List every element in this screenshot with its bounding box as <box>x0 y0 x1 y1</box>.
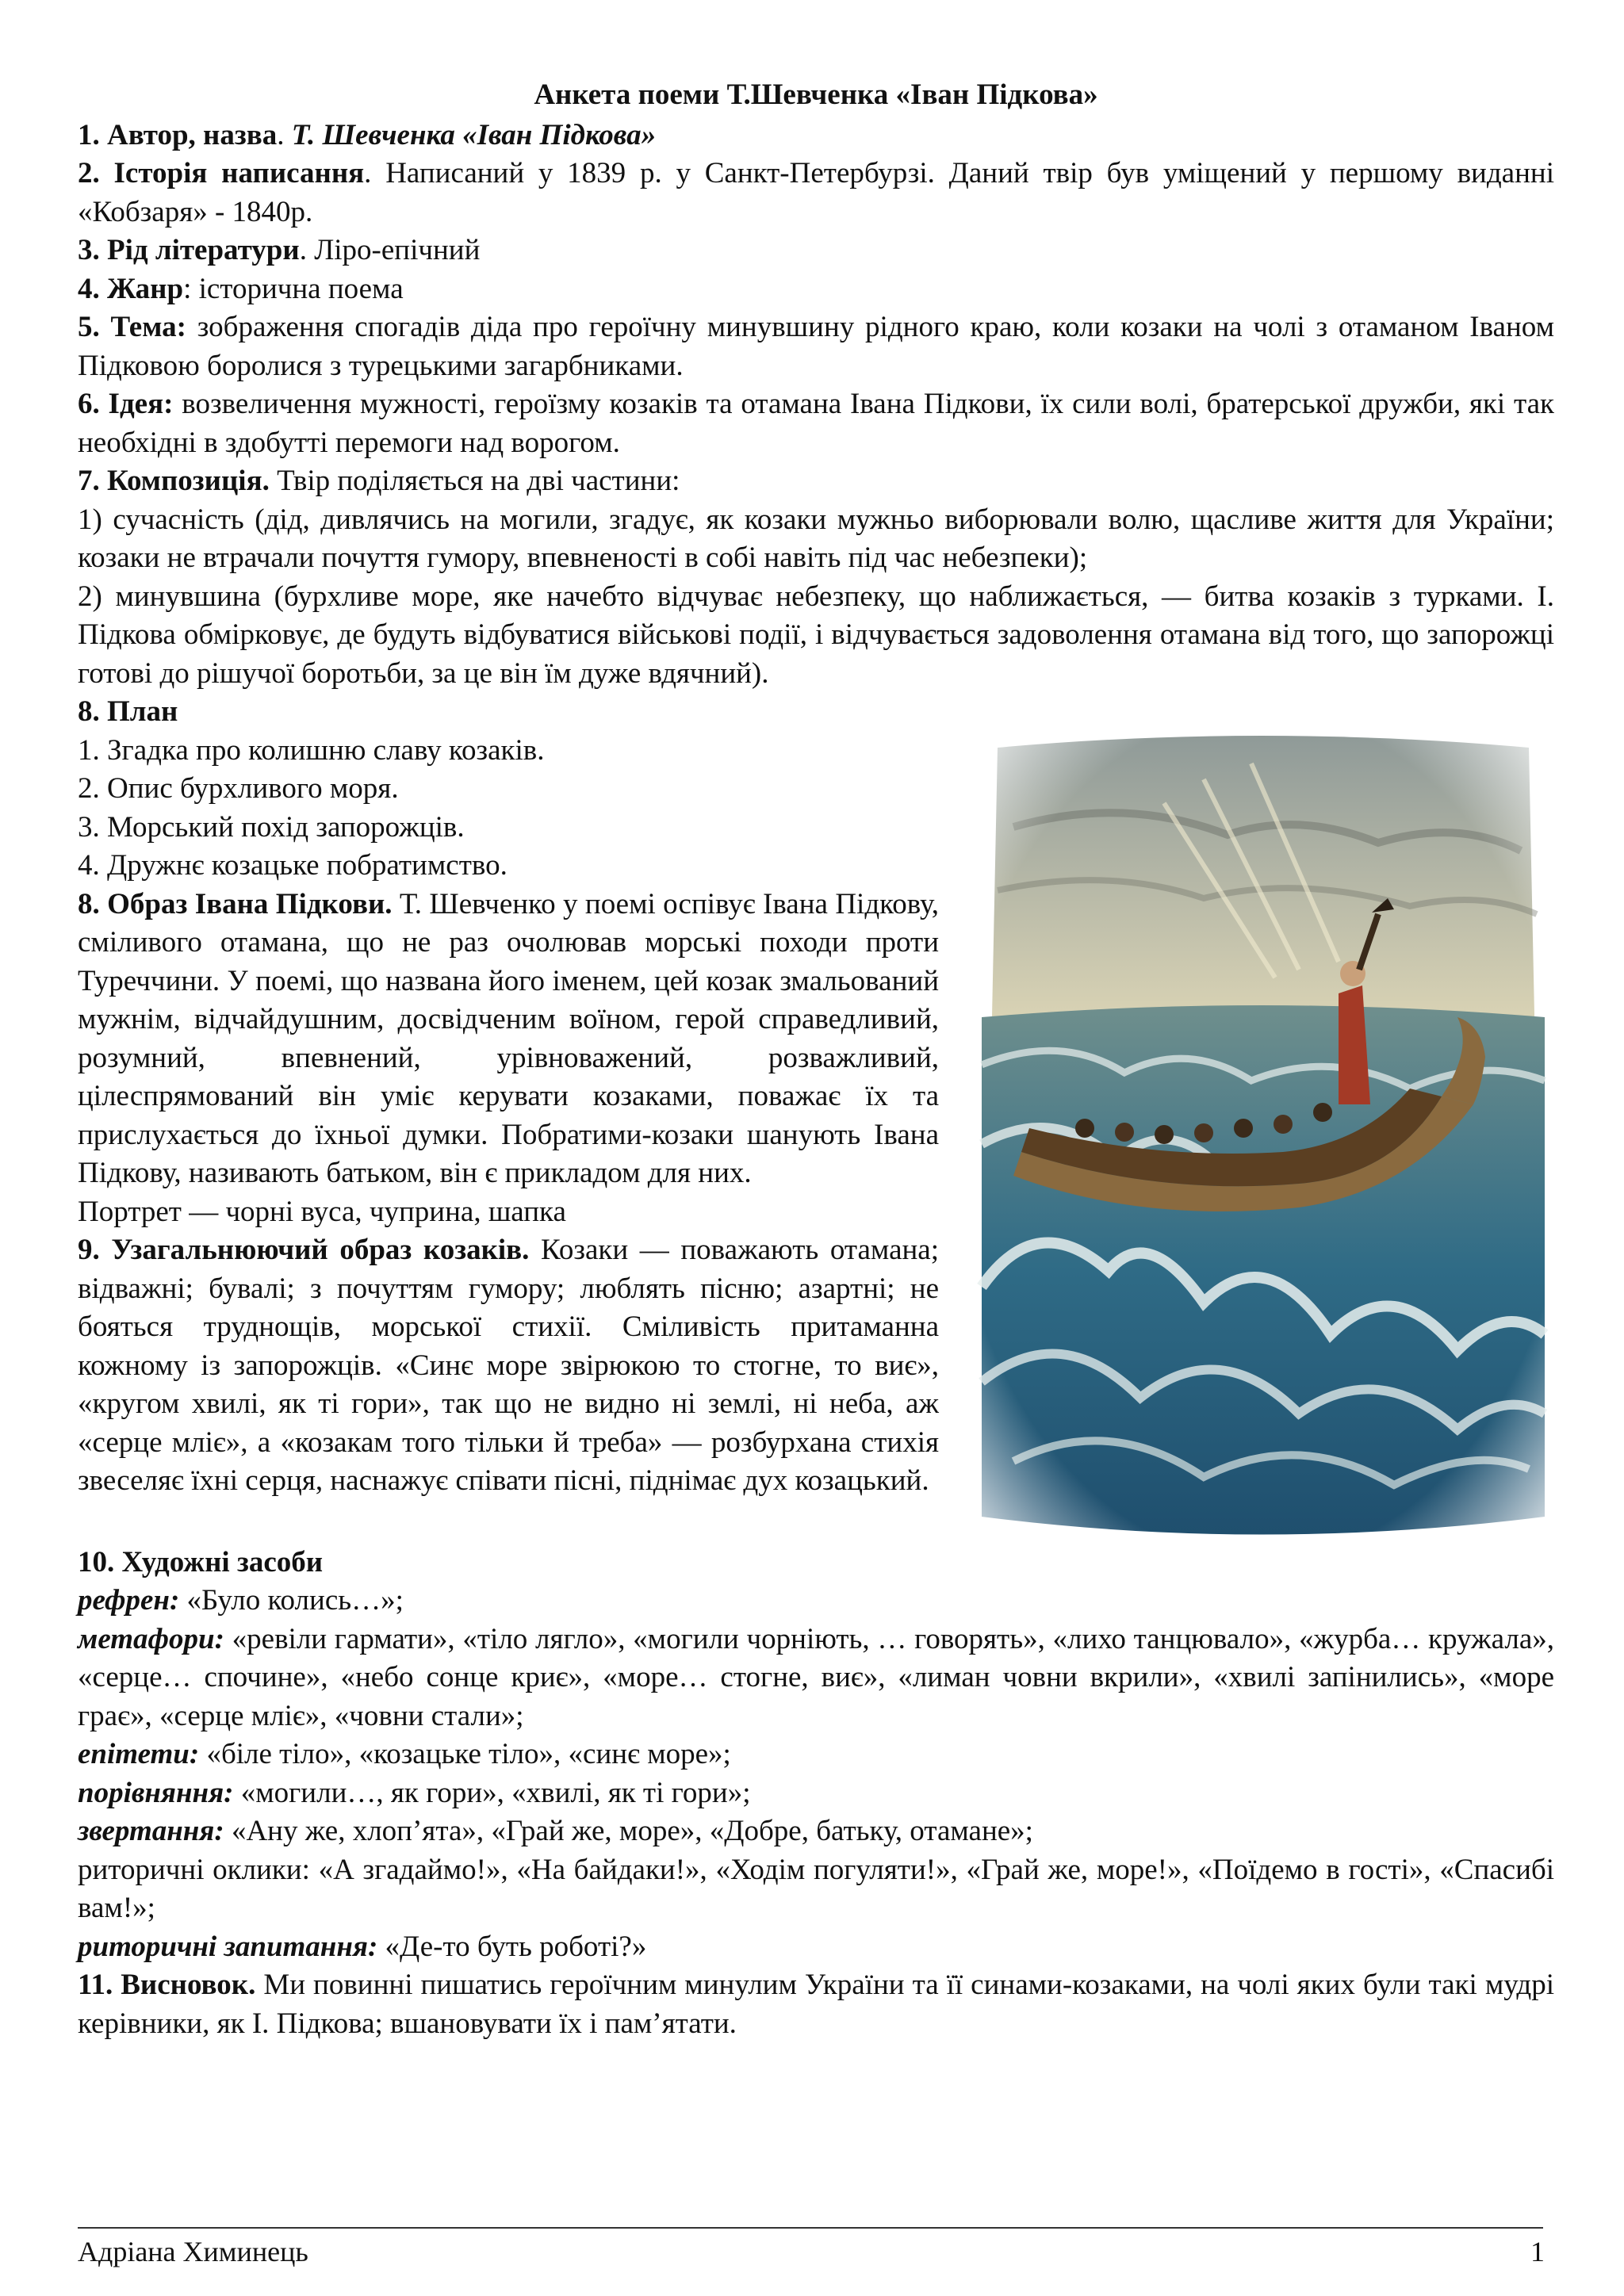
section-theme-text: зображення спогадів діда про героїчну минувшину рідного краю, коли козаки на чолі з отаманом Іваном Підковою боролися з турецькими загарбниками. <box>78 311 1554 382</box>
section-genre-text: : історична поема <box>183 272 404 305</box>
section-plan-heading <box>78 693 1554 732</box>
plan-and-image-block <box>78 732 1554 1501</box>
section-history-label: 2. Історія написання <box>78 157 365 189</box>
device-addresses <box>78 1812 1554 1851</box>
plan-item-2: 2. Опис бурхливого моря. <box>78 772 399 805</box>
section-conclusion <box>78 1966 1554 2043</box>
section-plan-label: 8. План <box>78 695 178 728</box>
section-image-label: 8. Образ Івана Підкови. <box>78 887 393 920</box>
section-cossacks-label: 9. Узагальнюючий образ козаків. <box>78 1234 530 1266</box>
device-refrain-text: «Було колись…»; <box>179 1584 404 1617</box>
section-conclusion-label: 11. Висновок. <box>78 1969 256 2001</box>
section-history-text: . Написаний у 1839 р. у Санкт-Петербурзі. Даний твір був уміщений у першому виданні «Кобзаря» - 1840р. <box>78 157 1554 228</box>
portrait-line: Портрет — чорні вуса, чуприна, шапка <box>78 1195 566 1228</box>
footer-divider <box>78 2227 1543 2229</box>
device-questions <box>78 1928 1554 1967</box>
section-image-text: Т. Шевченко у поемі оспівує Івана Підкову, сміливого отамана, що не раз очолював морські походи проти Туреччини. У поемі, що названа його іменем, цей козак змальований мужнім, відчайдушним, досвідченим воїном, герой справедливий, розумний, впевнений, урівноважений, розважливий, цілеспрямований він уміє керувати козаками, поважає їх та прислухається до їхньої думки. Побратими-козаки шанують Івана Підкову, називають батьком, він є прикладом для них. <box>78 887 939 1189</box>
section-cossacks-text: Козаки — поважають отамана; відважні; бувалі; з почуттям гумору; люблять пісню; азартні; не бояться труднощів, морської стихії. Сміливість притаманна кожному із запорожців. «Синє море звірюкою то стогне, то виє», «кругом хвилі, як ті гори», так що не видно ні землі, ні неба, аж «серце мліє», а «козакам того тільки й треба» — розбурхана стихія звеселяє їхні серця, наснажує співати пісні, піднімає дух козацький. <box>78 1234 939 1497</box>
section-genre-label: 4. Жанр <box>78 272 184 305</box>
document-body <box>78 76 1554 2043</box>
section-devices-heading <box>78 1544 1554 1582</box>
device-metaphors-label: метафори: <box>78 1622 224 1655</box>
device-refrain-label: рефрен: <box>78 1584 180 1617</box>
section-conclusion-text: Ми повинні пишатись героїчним минулим України та її синами-козаками, на чолі яких були такі мудрі керівники, як І. Підкова; вшановувати їх і пам’ятати. <box>78 1969 1555 2040</box>
section-genre <box>78 270 1554 309</box>
section-composition <box>78 462 1554 501</box>
device-refrain <box>78 1582 1554 1621</box>
section-author-value: Т. Шевченка «Іван Підкова» <box>291 118 657 151</box>
device-epithets <box>78 1735 1554 1774</box>
section-composition-label: 7. Композиція. <box>78 465 270 497</box>
device-addresses-text: «Ану же, хлоп’ята», «Грай же, море», «Добре, батьку, отамане»; <box>224 1815 1033 1847</box>
section-author-sep: . <box>277 118 292 151</box>
device-exclamations: риторичні оклики: «А згадаймо!», «На байдаки!», «Ходім погуляти!», «Грай же, море!», «Поїдемо в гості», «Спасибі вам!»; <box>78 1853 1554 1924</box>
section-author <box>78 117 1554 155</box>
device-comparisons <box>78 1774 1554 1813</box>
device-epithets-label: епітети: <box>78 1738 200 1770</box>
section-history <box>78 155 1554 232</box>
section-idea-text: возвеличення мужності, героїзму козаків та отамана Івана Підкови, їх сили волі, братерської дружби, які так необхідні в здобутті перемоги над ворогом. <box>78 388 1554 459</box>
device-comparisons-text: «могили…, як гори», «хвилі, як ті гори»; <box>233 1776 751 1809</box>
plan-item-4: 4. Дружнє козацьке побратимство. <box>78 849 508 882</box>
device-epithets-text: «біле тіло», «козацьке тіло», «синє море»; <box>199 1738 731 1770</box>
sea-storm-image <box>966 732 1554 1539</box>
composition-part-2: 2) минувшина (бурхливе море, яке начебто відчуває небезпеку, що наближається, — битва козаків з турками. І. Підкова обмірковує, де будуть відбуватися військові події, і відчувається задоволення отамана від того, що запорожці готові до рішучої боротьби, за це він їм дуже вдячний). <box>78 580 1554 690</box>
device-addresses-label: звертання: <box>78 1815 224 1847</box>
device-metaphors-text: «ревіли гармати», «тіло лягло», «могили чорніють, … говорять», «лихо танцювало», «журба… кружала», «серце… спочине», «небо сонце криє», «море… стогне, виє», «лиман човни вкрили», «хвилі запінились», «море грає», «серце мліє», «човни стали»; <box>78 1622 1554 1732</box>
plan-item-3: 3. Морський похід запорожців. <box>78 810 465 844</box>
device-metaphors <box>78 1621 1554 1736</box>
section-genus-label: 3. Рід літератури <box>78 234 300 266</box>
composition-part-1: 1) сучасність (дід, дивлячись на могили, згадує, як козаки мужньо виборювали волю, щасливе життя для України; козаки не втрачали почуття гумору, впевненості в собі навіть під час небезпеки); <box>78 503 1554 574</box>
section-theme <box>78 308 1554 385</box>
footer-author: Адріана Химинець <box>78 2236 308 2267</box>
device-comparisons-label: порівняння: <box>78 1776 234 1809</box>
device-questions-label: риторичні запитання: <box>78 1930 378 1963</box>
section-genus <box>78 232 1554 270</box>
section-theme-label: 5. Тема: <box>78 311 186 343</box>
section-idea <box>78 385 1554 462</box>
plan-item-1: 1. Згадка про колишню славу козаків. <box>78 733 545 767</box>
section-composition-text: Твір поділяється на дві частини: <box>269 465 680 497</box>
document-title: Анкета поеми Т.Шевченка «Іван Підкова» <box>534 78 1098 111</box>
section-idea-label: 6. Ідея: <box>78 388 174 420</box>
device-questions-text: «Де-то буть роботі?» <box>377 1930 647 1963</box>
section-genus-text: . Ліро-епічний <box>299 234 481 266</box>
section-author-label: 1. Автор, назва <box>78 118 278 151</box>
section-devices-label: 10. Художні засоби <box>78 1545 324 1578</box>
footer-page-number: 1 <box>1530 2236 1545 2267</box>
cossack-boat-illustration <box>966 732 1554 1539</box>
